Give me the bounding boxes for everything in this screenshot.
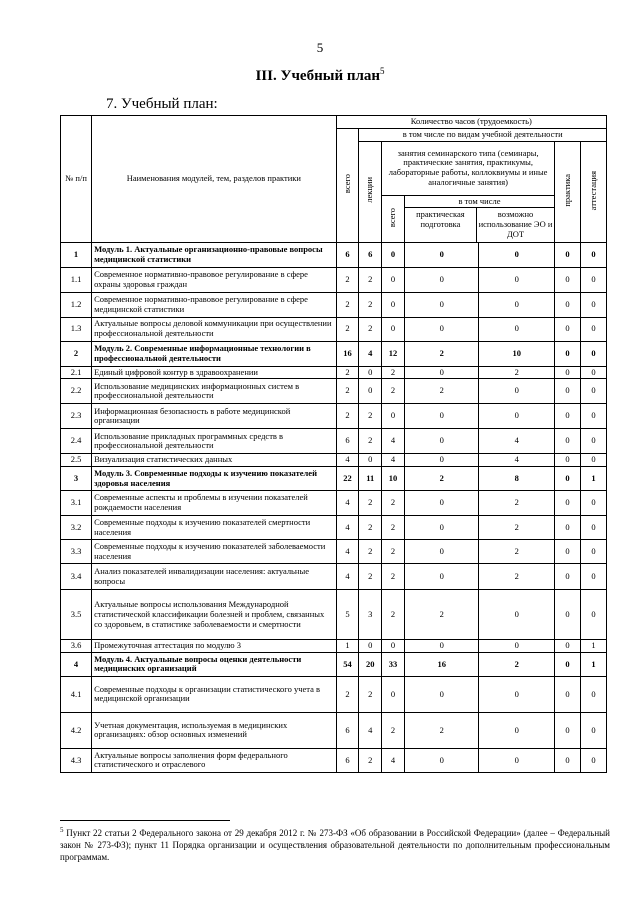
row-total-hours: 4 — [336, 491, 359, 516]
row-title: Актуальные вопросы заполнения форм федерального статистического и отраслевого — [92, 748, 336, 772]
header-lectures-text: лекции — [364, 177, 375, 204]
section-title-text: III. Учебный план — [255, 68, 381, 84]
row-practice-hours: 0 — [555, 652, 581, 676]
header-practice-text: практика — [561, 173, 572, 207]
subtitle: 7. Учебный план: — [106, 96, 218, 112]
module-row — [61, 467, 607, 491]
header-lectures — [359, 141, 382, 242]
row-practical-hours: 0 — [404, 429, 479, 454]
row-practice-hours: 0 — [555, 454, 581, 467]
row-total-hours: 2 — [336, 676, 359, 712]
row-lectures-hours: 2 — [359, 491, 382, 516]
header-seminar-subcols — [405, 208, 554, 241]
row-lectures-hours: 4 — [359, 712, 382, 748]
topic-row — [61, 404, 607, 429]
row-seminar-hours: 33 — [382, 652, 405, 676]
row-number: 2.4 — [61, 429, 92, 454]
row-lectures-hours: 0 — [359, 640, 382, 653]
row-attestation-hours: 0 — [581, 516, 607, 540]
row-seminar-hours: 2 — [382, 540, 405, 564]
row-total-hours: 2 — [336, 292, 359, 317]
module-row — [61, 652, 607, 676]
row-practice-hours: 0 — [555, 491, 581, 516]
row-total-hours: 6 — [336, 748, 359, 772]
row-practical-hours: 0 — [404, 267, 479, 292]
topic-row — [61, 317, 607, 341]
row-seminar-hours: 0 — [382, 404, 405, 429]
row-practical-hours: 0 — [404, 404, 479, 429]
row-title: Современные подходы к организации статистического учета в медицинской организации — [92, 676, 336, 712]
row-title: Современное нормативно-правовое регулирование в сфере охраны здоровья граждан — [92, 267, 336, 292]
row-title: Модуль 3. Современные подходы к изучению показателей здоровья населения — [92, 467, 336, 491]
row-number: 1.2 — [61, 292, 92, 317]
row-number: 3.4 — [61, 564, 92, 590]
page-number: 5 — [316, 40, 324, 55]
row-distance-hours: 0 — [479, 267, 555, 292]
topic-row — [61, 366, 607, 379]
row-practice-hours: 0 — [555, 292, 581, 317]
row-distance-hours: 0 — [479, 590, 555, 640]
row-practice-hours: 0 — [555, 341, 581, 366]
row-attestation-hours: 0 — [581, 267, 607, 292]
row-title: Учетная документация, используемая в медицинских организациях: обзор основных изменений — [92, 712, 336, 748]
row-title: Анализ показателей инвалидизации населения: актуальные вопросы — [92, 564, 336, 590]
row-practice-hours: 0 — [555, 712, 581, 748]
row-total-hours: 4 — [336, 540, 359, 564]
row-practical-hours: 2 — [404, 712, 479, 748]
footnote-marker: 5 — [60, 826, 64, 834]
row-title: Единый цифровой контур в здравоохранении — [92, 366, 336, 379]
row-practical-hours: 0 — [404, 564, 479, 590]
header-col-name: Наименования модулей, тем, разделов практики — [92, 116, 336, 243]
row-seminar-hours: 2 — [382, 564, 405, 590]
footnote — [60, 826, 610, 863]
topic-row — [61, 292, 607, 317]
row-number: 3.1 — [61, 491, 92, 516]
row-practical-hours: 0 — [404, 640, 479, 653]
header-attestation-text: аттестация — [587, 170, 598, 210]
row-seminar-hours: 10 — [382, 467, 405, 491]
row-number: 4 — [61, 652, 92, 676]
row-title: Современные подходы к изучению показателей заболеваемости населения — [92, 540, 336, 564]
row-practical-hours: 2 — [404, 379, 479, 404]
footnote-divider — [60, 820, 230, 821]
row-title: Актуальные вопросы деловой коммуникации при осуществлении профессиональной деятельности — [92, 317, 336, 341]
topic-row — [61, 540, 607, 564]
row-seminar-hours: 2 — [382, 491, 405, 516]
topic-row — [61, 516, 607, 540]
row-total-hours: 5 — [336, 590, 359, 640]
row-lectures-hours: 4 — [359, 341, 382, 366]
row-lectures-hours: 0 — [359, 366, 382, 379]
row-seminar-hours: 0 — [382, 317, 405, 341]
topic-row — [61, 429, 607, 454]
row-lectures-hours: 6 — [359, 242, 382, 267]
row-practice-hours: 0 — [555, 242, 581, 267]
row-practical-hours: 0 — [404, 491, 479, 516]
row-attestation-hours: 0 — [581, 676, 607, 712]
row-title: Современные подходы к изучению показателей смертности населения — [92, 516, 336, 540]
row-number: 2.5 — [61, 454, 92, 467]
row-distance-hours: 8 — [479, 467, 555, 491]
row-practical-hours: 0 — [404, 292, 479, 317]
row-title: Промежуточная аттестация по модулю 3 — [92, 640, 336, 653]
row-practice-hours: 0 — [555, 516, 581, 540]
row-number: 1.3 — [61, 317, 92, 341]
row-practice-hours: 0 — [555, 317, 581, 341]
header-seminar-incl: в том числе — [405, 196, 554, 209]
header-seminar-incl-cell — [404, 195, 554, 242]
row-total-hours: 2 — [336, 404, 359, 429]
row-total-hours: 2 — [336, 317, 359, 341]
header-practical-prep: практическая подготовка — [405, 208, 477, 241]
header-practice — [555, 141, 581, 242]
row-practice-hours: 0 — [555, 590, 581, 640]
header-attestation — [581, 141, 607, 242]
row-practice-hours: 0 — [555, 467, 581, 491]
section-title — [0, 66, 640, 85]
row-attestation-hours: 1 — [581, 652, 607, 676]
row-distance-hours: 0 — [479, 676, 555, 712]
row-total-hours: 6 — [336, 712, 359, 748]
row-distance-hours: 2 — [479, 516, 555, 540]
row-lectures-hours: 0 — [359, 454, 382, 467]
row-title: Информационная безопасность в работе медицинской организации — [92, 404, 336, 429]
header-hours-group: Количество часов (трудоемкость) — [336, 116, 606, 129]
row-number: 2.1 — [61, 366, 92, 379]
row-number: 4.2 — [61, 712, 92, 748]
curriculum-table — [60, 115, 607, 773]
module-row — [61, 341, 607, 366]
module-row — [61, 242, 607, 267]
row-attestation-hours: 0 — [581, 712, 607, 748]
row-distance-hours: 2 — [479, 564, 555, 590]
row-attestation-hours: 0 — [581, 292, 607, 317]
row-total-hours: 4 — [336, 516, 359, 540]
row-seminar-hours: 0 — [382, 242, 405, 267]
row-attestation-hours: 1 — [581, 467, 607, 491]
row-distance-hours: 2 — [479, 540, 555, 564]
row-number: 3.5 — [61, 590, 92, 640]
row-seminar-hours: 12 — [382, 341, 405, 366]
row-total-hours: 16 — [336, 341, 359, 366]
row-distance-hours: 2 — [479, 652, 555, 676]
row-lectures-hours: 0 — [359, 379, 382, 404]
row-distance-hours: 0 — [479, 712, 555, 748]
row-lectures-hours: 2 — [359, 292, 382, 317]
row-attestation-hours: 0 — [581, 748, 607, 772]
header-distance: возможно использование ЭО и ДОТ — [478, 209, 553, 239]
row-seminar-hours: 4 — [382, 748, 405, 772]
row-practical-hours: 0 — [404, 540, 479, 564]
header-total-text: всего — [341, 174, 352, 194]
row-seminar-hours: 2 — [382, 516, 405, 540]
row-distance-hours: 0 — [479, 317, 555, 341]
row-number: 3.3 — [61, 540, 92, 564]
row-lectures-hours: 3 — [359, 590, 382, 640]
row-title: Актуальные вопросы использования Международной статистической классификации болезней и проблем, связанных со здоровьем, в статистике заболеваемости и смертности — [92, 590, 336, 640]
topic-row — [61, 379, 607, 404]
row-number: 1 — [61, 242, 92, 267]
row-attestation-hours: 0 — [581, 242, 607, 267]
row-total-hours: 1 — [336, 640, 359, 653]
row-practice-hours: 0 — [555, 429, 581, 454]
row-practical-hours: 0 — [404, 516, 479, 540]
row-title: Модуль 2. Современные информационные технологии в профессиональной деятельности — [92, 341, 336, 366]
row-practice-hours: 0 — [555, 676, 581, 712]
row-distance-hours: 0 — [479, 242, 555, 267]
footnote-reference[interactable]: 5 — [380, 66, 385, 76]
row-total-hours: 4 — [336, 564, 359, 590]
row-attestation-hours: 0 — [581, 454, 607, 467]
row-attestation-hours: 0 — [581, 491, 607, 516]
row-seminar-hours: 0 — [382, 640, 405, 653]
topic-row — [61, 676, 607, 712]
row-lectures-hours: 2 — [359, 676, 382, 712]
row-seminar-hours: 2 — [382, 366, 405, 379]
row-number: 3 — [61, 467, 92, 491]
topic-row — [61, 491, 607, 516]
row-lectures-hours: 2 — [359, 429, 382, 454]
row-total-hours: 54 — [336, 652, 359, 676]
row-seminar-hours: 2 — [382, 379, 405, 404]
header-by-activity: в том числе по видам учебной деятельности — [359, 128, 607, 141]
row-distance-hours: 2 — [479, 366, 555, 379]
row-title: Использование медицинских информационных систем в профессиональной деятельности — [92, 379, 336, 404]
row-attestation-hours: 0 — [581, 404, 607, 429]
row-practice-hours: 0 — [555, 748, 581, 772]
row-practice-hours: 0 — [555, 379, 581, 404]
row-practical-hours: 2 — [404, 341, 479, 366]
row-seminar-hours: 4 — [382, 429, 405, 454]
topic-row — [61, 712, 607, 748]
row-practical-hours: 0 — [404, 317, 479, 341]
row-distance-hours: 0 — [479, 379, 555, 404]
row-practical-hours: 0 — [404, 366, 479, 379]
row-distance-hours: 10 — [479, 341, 555, 366]
row-number: 4.3 — [61, 748, 92, 772]
row-attestation-hours: 0 — [581, 564, 607, 590]
row-title: Визуализация статистических данных — [92, 454, 336, 467]
row-practice-hours: 0 — [555, 366, 581, 379]
row-practical-hours: 0 — [404, 454, 479, 467]
row-total-hours: 2 — [336, 379, 359, 404]
topic-row — [61, 640, 607, 653]
row-seminar-hours: 2 — [382, 712, 405, 748]
topic-row — [61, 267, 607, 292]
row-lectures-hours: 20 — [359, 652, 382, 676]
row-title: Использование прикладных программных средств в профессиональной деятельности — [92, 429, 336, 454]
row-attestation-hours: 0 — [581, 366, 607, 379]
row-practice-hours: 0 — [555, 267, 581, 292]
header-seminar-total-text: всего — [387, 207, 398, 227]
table-body — [61, 242, 607, 772]
row-distance-hours: 2 — [479, 491, 555, 516]
row-attestation-hours: 1 — [581, 640, 607, 653]
row-total-hours: 2 — [336, 366, 359, 379]
row-lectures-hours: 2 — [359, 540, 382, 564]
row-practical-hours: 16 — [404, 652, 479, 676]
header-seminar-group: занятия семинарского типа (семинары, практические занятия, практикумы, лабораторные работы, коллоквиумы и иные аналогичные занятия) — [382, 141, 555, 195]
row-seminar-hours: 4 — [382, 454, 405, 467]
row-total-hours: 6 — [336, 242, 359, 267]
row-number: 2 — [61, 341, 92, 366]
row-seminar-hours: 2 — [382, 590, 405, 640]
row-practice-hours: 0 — [555, 640, 581, 653]
row-lectures-hours: 2 — [359, 404, 382, 429]
row-total-hours: 2 — [336, 267, 359, 292]
row-attestation-hours: 0 — [581, 341, 607, 366]
row-number: 2.2 — [61, 379, 92, 404]
row-practical-hours: 0 — [404, 242, 479, 267]
row-attestation-hours: 0 — [581, 590, 607, 640]
header-col-no: № п/п — [61, 116, 92, 243]
row-seminar-hours: 0 — [382, 292, 405, 317]
row-number: 2.3 — [61, 404, 92, 429]
row-distance-hours: 0 — [479, 404, 555, 429]
row-distance-hours: 4 — [479, 454, 555, 467]
row-distance-hours: 0 — [479, 748, 555, 772]
row-title: Современное нормативно-правовое регулирование в сфере медицинской статистики — [92, 292, 336, 317]
row-practice-hours: 0 — [555, 404, 581, 429]
row-practice-hours: 0 — [555, 540, 581, 564]
row-lectures-hours: 2 — [359, 564, 382, 590]
row-lectures-hours: 2 — [359, 317, 382, 341]
row-attestation-hours: 0 — [581, 379, 607, 404]
row-practical-hours: 2 — [404, 467, 479, 491]
row-lectures-hours: 11 — [359, 467, 382, 491]
row-number: 3.6 — [61, 640, 92, 653]
row-lectures-hours: 2 — [359, 267, 382, 292]
row-title: Современные аспекты и проблемы в изучении показателей рождаемости населения — [92, 491, 336, 516]
row-practical-hours: 0 — [404, 748, 479, 772]
row-total-hours: 6 — [336, 429, 359, 454]
row-distance-hours: 0 — [479, 292, 555, 317]
row-total-hours: 4 — [336, 454, 359, 467]
row-title: Модуль 4. Актуальные вопросы оценки деятельности медицинских организаций — [92, 652, 336, 676]
topic-row — [61, 564, 607, 590]
topic-row — [61, 748, 607, 772]
row-seminar-hours: 0 — [382, 676, 405, 712]
row-practical-hours: 2 — [404, 590, 479, 640]
row-lectures-hours: 2 — [359, 748, 382, 772]
row-distance-hours: 0 — [479, 640, 555, 653]
row-number: 4.1 — [61, 676, 92, 712]
row-practice-hours: 0 — [555, 564, 581, 590]
row-seminar-hours: 0 — [382, 267, 405, 292]
row-lectures-hours: 2 — [359, 516, 382, 540]
topic-row — [61, 590, 607, 640]
row-distance-hours: 4 — [479, 429, 555, 454]
row-practical-hours: 0 — [404, 676, 479, 712]
row-total-hours: 22 — [336, 467, 359, 491]
row-title: Модуль 1. Актуальные организационно-правовые вопросы медицинской статистики — [92, 242, 336, 267]
row-attestation-hours: 0 — [581, 540, 607, 564]
header-seminar-total — [382, 195, 405, 242]
row-number: 1.1 — [61, 267, 92, 292]
topic-row — [61, 454, 607, 467]
row-number: 3.2 — [61, 516, 92, 540]
row-attestation-hours: 0 — [581, 317, 607, 341]
row-attestation-hours: 0 — [581, 429, 607, 454]
header-total — [336, 128, 359, 242]
footnote-text: Пункт 22 статьи 2 Федерального закона от 29 декабря 2012 г. № 273-ФЗ «Об образовании в Российской Федерации» (далее – Федеральный закон № 273-ФЗ); пункт 11 Порядка организации и осуществления образовательной деятельности по дополнительным профессиональным программам. — [60, 828, 610, 863]
